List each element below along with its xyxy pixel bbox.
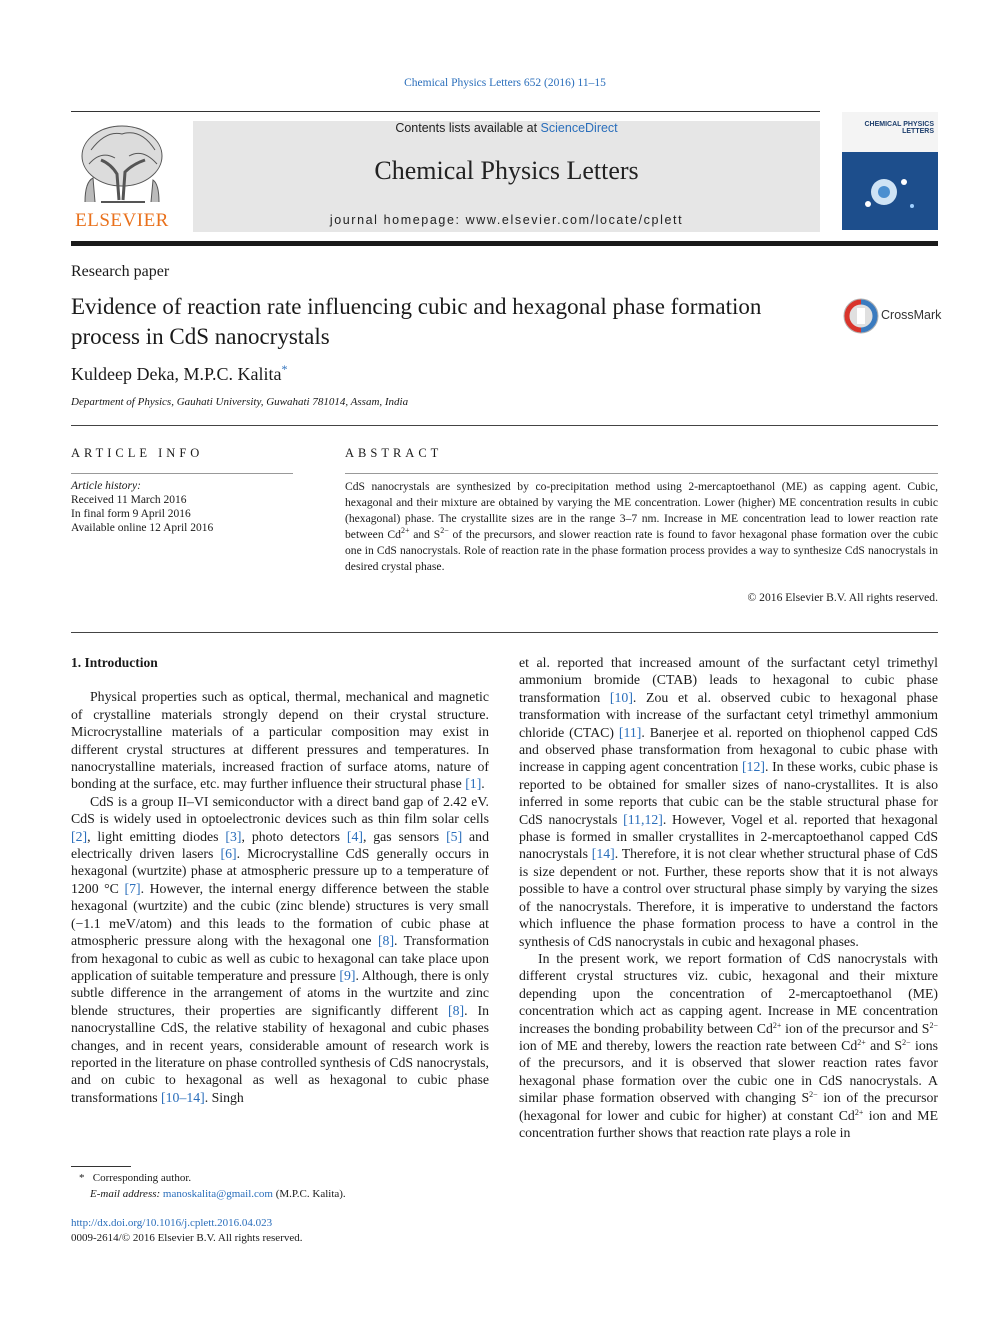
citation-link[interactable]: [10–14] — [161, 1089, 205, 1105]
abstract-text: CdS nanocrystals are synthesized by co-precipitation method using 2-mercaptoethanol (ME) as capping agent. Cubic, hexagonal and their mixture are obtained by varying the ME concentration. Lower (higher) ME concentration results in cubic (hexagonal) phase. The crystallite sizes are in the range 3–7 nm. Increase in ME concentration lead to lower reaction rate between $Cd^{2+}$ and $S^{2-}$ of the precursors, and slower reaction rate is found to favor hexagonal phase formation over the cubic one in CdS nanocrystals. Role of reaction rate in the phase formation process provides a way to synthesize CdS nanocrystals in desired crystal phase. — [345, 480, 939, 573]
received-date: Received 11 March 2016 — [71, 494, 187, 506]
contents-line — [193, 121, 820, 135]
issn-line: 0009-2614/© 2016 Elsevier B.V. All rights reserved. — [71, 1232, 303, 1244]
body-column-left — [71, 654, 489, 1106]
author-list — [71, 364, 287, 385]
divider — [345, 473, 938, 474]
article-history — [71, 479, 213, 535]
journal-homepage[interactable]: journal homepage: www.elsevier.com/locate/cplett — [329, 213, 684, 227]
history-label: Article history: — [71, 480, 141, 492]
corresponding-note: * Corresponding author. — [79, 1172, 192, 1184]
citation-link[interactable]: [7] — [124, 880, 141, 896]
article-type: Research paper — [71, 263, 170, 280]
citation-link[interactable]: [5] — [446, 828, 463, 844]
article-title: Evidence of reaction rate influencing cubic and hexagonal phase formation process in CdS nanocrystals — [71, 294, 762, 349]
crossmark-label[interactable]: CrossMark — [881, 308, 942, 322]
elsevier-wordmark: ELSEVIER — [75, 210, 169, 231]
top-divider — [71, 111, 820, 112]
cover-molecule-icon — [842, 152, 938, 230]
article-info-heading: ARTICLE INFO — [71, 446, 204, 460]
abstract-copyright: © 2016 Elsevier B.V. All rights reserved. — [747, 591, 938, 604]
citation-link[interactable]: [9] — [339, 967, 356, 983]
header-heavy-rule — [71, 241, 938, 246]
online-date: Available online 12 April 2016 — [71, 522, 214, 534]
citation-link[interactable]: [8] — [377, 933, 395, 949]
divider — [71, 425, 938, 426]
email-note: E-mail address: manoskalita@gmail.com (M.P.C. Kalita). — [90, 1188, 346, 1200]
doi-block — [71, 1216, 303, 1246]
body-column-right — [519, 654, 938, 1141]
contents-prefix: Contents lists available at — [395, 121, 541, 135]
corresponding-author-mark[interactable]: * — [281, 362, 288, 376]
citation-link[interactable]: [11,12] — [623, 811, 663, 827]
affiliation: Department of Physics, Gauhati University, Guwahati 781014, Assam, India — [71, 396, 409, 408]
cover-title: CHEMICAL PHYSICS LETTERS — [864, 121, 934, 135]
citation-link[interactable]: [1] — [465, 776, 482, 792]
abstract-heading: ABSTRACT — [345, 446, 443, 460]
email-link[interactable]: manoskalita@gmail.com — [162, 1188, 273, 1200]
journal-reference-link[interactable]: Chemical Physics Letters 652 (2016) 11–15 — [404, 77, 606, 89]
citation-link[interactable]: [4] — [346, 828, 363, 844]
citation-link[interactable]: [6] — [220, 846, 237, 862]
citation-link[interactable]: [11] — [618, 724, 642, 740]
doi-link[interactable]: http://dx.doi.org/10.1016/j.cplett.2016.04.023 — [71, 1217, 273, 1229]
paragraph: In the present work, we report formation of CdS nanocrystals with different crystal structures viz. cubic, hexagonal and their mixture depending upon the concentration of 2-mercaptoethanol (ME) concentration which act as capping agent. Increase in ME concentration increases the bonding probability between $Cd^{2+}$ ion of the precursor and $S^{2-}$ ion of ME and thereby, lowers the reaction rate between $Cd^{2+}$ and $S^{2-}$ ions of the precursors, and it is observed that slower reaction rates favor hexagonal phase formation over the cubic one in CdS nanocrystals. A similar phase formation observed with changing $S^{2-}$ ion of the precursor (hexagonal for lower and cubic for higher) at constant $Cd^{2+}$ ion and ME concentration further shows that reaction rate plays a role in — [519, 950, 939, 1140]
paragraph: Physical properties such as optical, thermal, mechanical and magnetic of crystalline materials strongly depend on their crystal structure. Microcrystalline materials of a particular composition may exist in different crystal structures at different pressures and temperatures. In nanocrystalline materials, increased fraction of surface atoms, nature of bonding at the surface, etc. may further influence their structural phase [1]. — [71, 689, 489, 792]
footnote — [71, 1170, 346, 1202]
paragraph: CdS is a group II–VI semiconductor with a direct band gap of 2.42 eV. CdS is widely used in optoelectronic devices such as thin film solar cells [2], light emitting diodes [3], photo detectors [4], gas sensors [5] and electrically driven lasers [6]. Microcrystalline CdS generally occurs in hexagonal (wurtzite) phase at atmospheric pressure up to a temperature of 1200 °C [7]. However, the internal energy difference between the stable hexagonal (wurtzite) and the cubic (zinc blende) structures is very small (−1.1 meV/atom) and this leads to the formation of cubic phase at atmospheric pressure along with the hexagonal one [8]. Transformation from hexagonal to cubic as well as cubic to hexagonal can take place upon application of suitable temperature and pressure [9]. Although, there is only subtle difference in the arrangement of atoms in the wurtzite and zinc blende structures, their properties are significantly different [8]. In nanocrystalline CdS, the relative stability of hexagonal and cubic phases changes, and in recent years, considerable amount of research work is reported in the literature on phase controlled synthesis of CdS nanocrystals, and on cubic to hexagonal as well as hexagonal to cubic phase transformations [10–14]. Singh — [71, 793, 489, 1105]
citation-link[interactable]: [12] — [741, 759, 765, 775]
citation-link[interactable]: [3] — [225, 828, 242, 844]
revised-date: In final form 9 April 2016 — [71, 508, 191, 520]
citation-link[interactable]: [10] — [609, 689, 633, 705]
citation-link[interactable]: [2] — [71, 828, 88, 844]
section-heading: 1. Introduction — [71, 655, 158, 670]
journal-cover-image — [842, 112, 938, 230]
authors: Kuldeep Deka, M.P.C. Kalita — [71, 364, 282, 384]
divider — [71, 632, 938, 633]
divider — [71, 473, 293, 474]
citation-link[interactable]: [14] — [591, 846, 615, 862]
journal-name: Chemical Physics Letters — [374, 156, 639, 185]
citation-link[interactable]: [8] — [448, 1002, 465, 1018]
sciencedirect-link[interactable]: ScienceDirect — [540, 121, 618, 135]
paragraph: et al. reported that increased amount of the surfactant cetyl trimethyl ammonium bromide (CTAB) leads to hexagonal to cubic phase transformation [10]. Zou et al. observed cubic to hexagonal phase transformation with increase of the surfactant cetyl trimethyl ammonium chloride (CTAC) [11]. Banerjee et al. reported on thiophenol capped CdS and observed phase transformation from hexagonal to cubic phase with increase in capping agent concentration [12]. In these works, cubic phase is reported to be obtained for smaller sizes of nano-crystallites. It is also inferred in some reports that cubic can be the stable structural phase for CdS nanocrystals [11,12]. However, Vogel et al. reported that hexagonal phase is formed in smaller crystallites in 2-mercaptoethanol capped CdS nanocrystals [14]. Therefore, it is not clear whether structural phase of CdS is size dependent or not. Further, these reports show that it is not always possible to have a control over structural phase simply by varying the sizes of the nanocrystals. Therefore, it is imperative to understand the factors which influence the phase formation process to have a control in the synthesis of CdS nanocrystals in cubic and hexagonal phases. — [519, 655, 939, 949]
crossmark-icon[interactable] — [843, 298, 879, 334]
footnote-rule — [71, 1166, 131, 1167]
